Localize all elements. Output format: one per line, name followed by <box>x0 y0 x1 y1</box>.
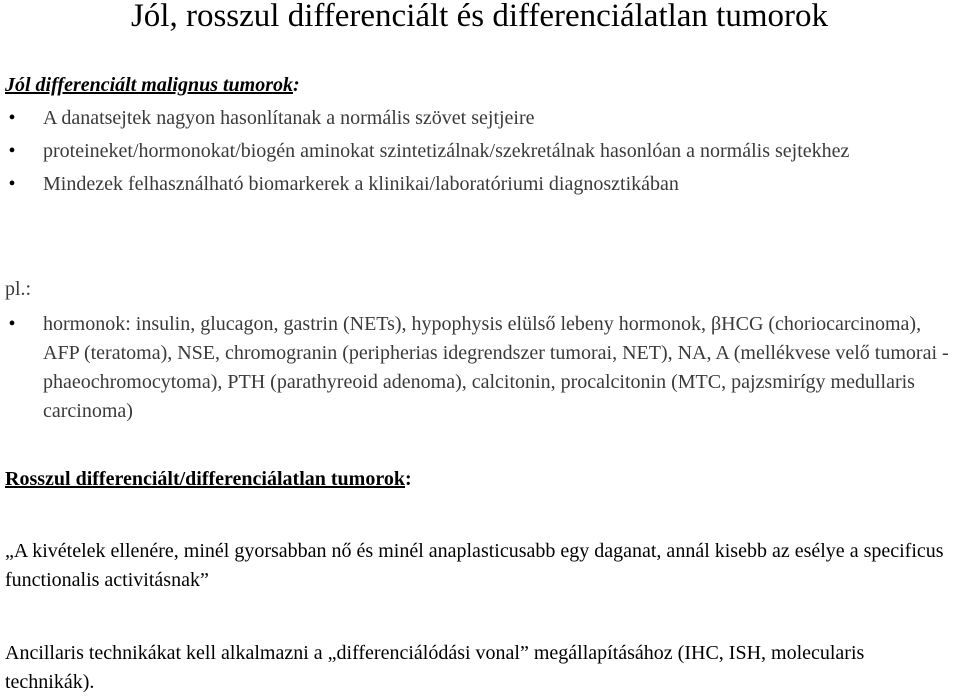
example-label: pl.: <box>5 278 32 300</box>
list-item-text: proteineket/hormonokat/biogén aminokat szintetizálnak/szekretálnak hasonlóan a normális sejtekhez <box>43 140 850 162</box>
list-item-text: A danatsejtek nagyon hasonlítanak a normális szövet sejtjeire <box>43 107 535 129</box>
list-item <box>0 310 959 426</box>
section-heading-colon: : <box>404 468 412 490</box>
well-differentiated-bullet-list <box>0 104 959 203</box>
section-heading-text: Rosszul differenciált/differenciálatlan tumorok <box>5 468 405 490</box>
list-item-text: hormonok: insulin, glucagon, gastrin (NETs), hypophysis elülső lebeny hormonok, βHCG (choriocarcinoma), AFP (teratoma), NSE, chromogranin (peripherias idegrendszer tumorai, NET), NA, A (mellékvese velő tumorai -phaeochromocytoma), PTH (parathyreoid adenoma), calcitonin, procalcitonin (MTC, pajzsmirígy medullaris carcinoma) <box>43 313 949 422</box>
bullet-icon: • <box>8 107 16 129</box>
bullet-icon: • <box>8 313 16 335</box>
list-item-text: Mindezek felhasználható biomarkerek a klinikai/laboratóriumi diagnosztikában <box>43 173 679 195</box>
bullet-icon: • <box>8 140 16 162</box>
section-heading-text: Jól differenciált malignus tumorok <box>5 74 293 96</box>
section-heading-colon: : <box>293 74 300 96</box>
list-item <box>0 170 959 199</box>
slide-title: Jól, rosszul differenciált és differenciálatlan tumorok <box>130 0 829 34</box>
list-item <box>0 137 959 166</box>
ancillary-paragraph: Ancillaris technikákat kell alkalmazni a „differenciálódási vonal” megállapításához (IHC, ISH, molecularis technikák). <box>5 642 865 693</box>
quote-paragraph: „A kivételek ellenére, minél gyorsabban nő és minél anaplasticusabb egy daganat, annál kisebb az esélye a specificus functionalis activitásnak” <box>5 540 944 591</box>
example-bullet-list <box>0 310 959 426</box>
list-item <box>0 104 959 133</box>
section-heading-poorly-differentiated <box>5 468 412 491</box>
section-heading-well-differentiated <box>5 74 300 97</box>
bullet-icon: • <box>8 173 16 195</box>
